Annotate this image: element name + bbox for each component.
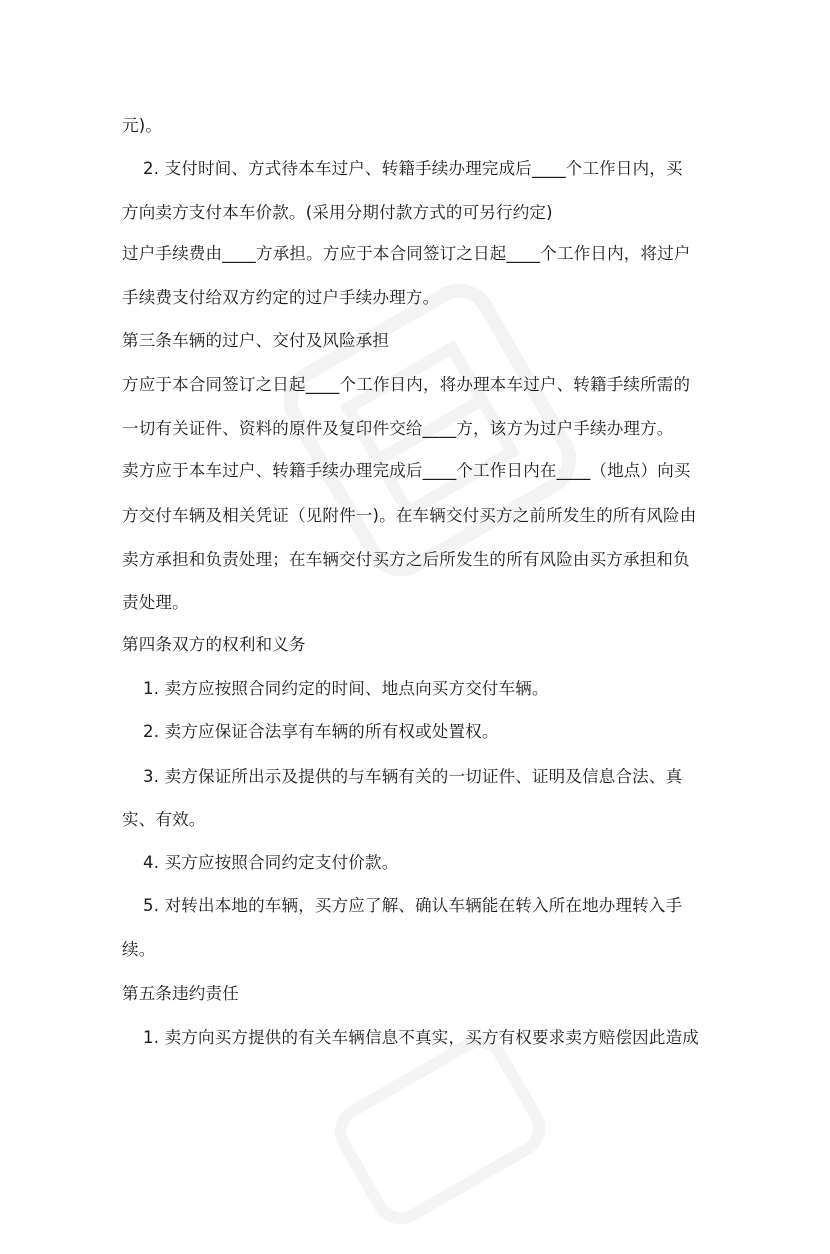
text-line: 续。 (122, 940, 156, 959)
list-item: 2. 卖方应保证合法享有车辆的所有权或处置权。 (143, 722, 499, 741)
list-item: 3. 卖方保证所出示及提供的与车辆有关的一切证件、证明及信息合法、真 (143, 767, 683, 786)
list-item: 5. 对转出本地的车辆，买方应了解、确认车辆能在转入所在地办理转入手 (143, 896, 683, 915)
text-line: 手续费支付给双方约定的过户手续办理方。 (122, 288, 440, 307)
section-heading: 第四条双方的权利和义务 (122, 635, 306, 654)
text-line: 一切有关证件、资料的原件及复印件交给____方，该方为过户手续办理方。 (122, 419, 674, 438)
list-item: 1. 卖方向买方提供的有关车辆信息不真实，买方有权要求卖方赔偿因此造成 (143, 1028, 699, 1047)
list-item: 1. 卖方应按照合同约定的时间、地点向买方交付车辆。 (143, 679, 549, 698)
section-heading: 第三条车辆的过户、交付及风险承担 (122, 331, 390, 350)
text-line: 责处理。 (122, 593, 189, 612)
text-line: 卖方应于本车过户、转籍手续办理完成后____个工作日内在____（地点）向买 (122, 461, 691, 480)
text-line: 卖方承担和负责处理；在车辆交付买方之后所发生的所有风险由买方承担和负 (122, 550, 690, 569)
text-line: 方交付车辆及相关凭证（见附件一)。在车辆交付买方之前所发生的所有风险由 (122, 506, 697, 525)
list-item: 2. 支付时间、方式待本车过户、转籍手续办理完成后____个工作日内，买 (143, 159, 683, 178)
text-line: 方应于本合同签订之日起____个工作日内，将办理本车过户、转籍手续所需的 (122, 375, 691, 394)
text-line: 过户手续费由____方承担。方应于本合同签订之日起____个工作日内，将过户 (122, 244, 691, 263)
section-heading: 第五条违约责任 (122, 984, 239, 1003)
text-line: 方向卖方支付本车价款。(采用分期付款方式的可另行约定) (122, 203, 553, 222)
text-line: 实、有效。 (122, 810, 206, 829)
list-item: 4. 买方应按照合同约定支付价款。 (143, 853, 399, 872)
text-line: 元)。 (122, 116, 163, 135)
